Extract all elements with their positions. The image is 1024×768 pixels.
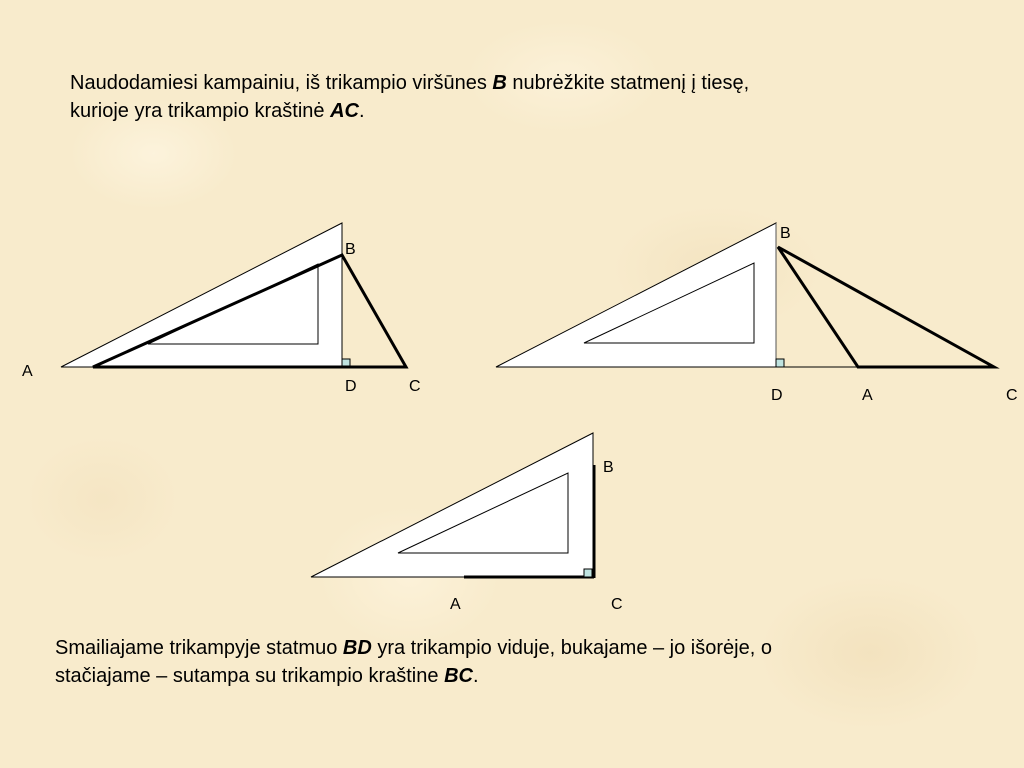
conclusion-text: Smailiajame trikampyje statmuo BD yra trikampio viduje, bukajame – jo išorėje, o stačiajame – sutampa su trikampio kraštine BC.	[55, 637, 772, 687]
label-d: D	[771, 387, 783, 404]
altitude-bd-emphasis: BD	[342, 637, 372, 659]
label-b: B	[780, 225, 791, 242]
set-square-hole	[584, 263, 754, 343]
obtuse-triangle-figure	[496, 223, 1018, 404]
label-a: A	[862, 387, 873, 404]
side-ac-emphasis: AC	[330, 100, 359, 122]
instruction-text: Naudodamiesi kampainiu, iš trikampio viršūnes B nubrėžkite statmenį į tiesę, kurioje yra trikampio kraštinė AC.	[70, 72, 750, 122]
vertex-b-emphasis: B	[492, 72, 507, 94]
label-a: A	[450, 596, 461, 613]
side-bc-emphasis: BC	[444, 665, 473, 687]
label-b: B	[345, 241, 356, 258]
label-b: B	[603, 459, 614, 476]
label-c: C	[409, 378, 421, 395]
set-square-hole	[398, 473, 568, 553]
label-a: A	[22, 363, 33, 380]
right-angle-marker	[584, 569, 592, 577]
acute-triangle-figure	[22, 223, 421, 395]
right-triangle-figure	[311, 433, 623, 613]
triangle-abc	[778, 247, 994, 367]
label-d: D	[345, 378, 357, 395]
label-c: C	[1006, 387, 1018, 404]
label-c: C	[611, 596, 623, 613]
right-angle-marker	[776, 359, 784, 367]
